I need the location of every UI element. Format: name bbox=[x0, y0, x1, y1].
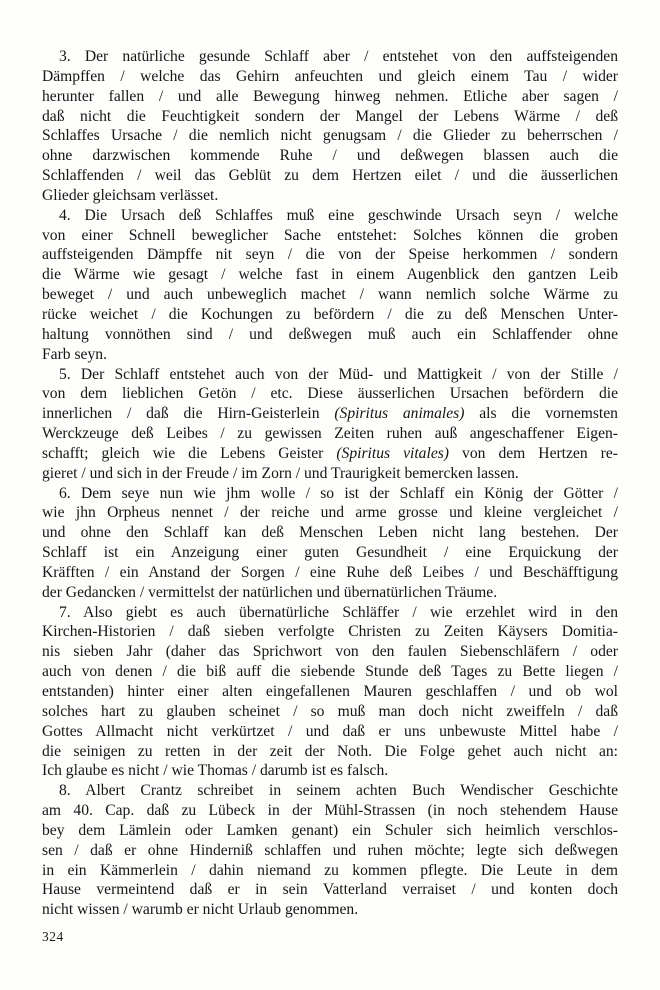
page-number: 324 bbox=[42, 929, 64, 944]
text-segment: Dämpffen / welche das Gehirn anfeuchten und gleich einem Tau / wider bbox=[42, 67, 618, 85]
paragraph bbox=[42, 365, 618, 484]
text-line bbox=[42, 107, 618, 127]
text-segment: die seinigen zu retten in der zeit der Noth. Die Folge gehet auch nicht an: bbox=[42, 742, 618, 760]
text-segment: beweget / und auch unbeweglich machet / wann nemlich solche Wärme zu bbox=[42, 286, 618, 304]
text-segment: auffsteigenden Dämpffe nit seyn / die von der Speise herkommen / sondern bbox=[42, 246, 618, 264]
text-segment: Schlaff ist ein Anzeigung einer guten Gesundheit / eine Erquickung der bbox=[42, 544, 618, 562]
text-line bbox=[42, 206, 618, 226]
text-line bbox=[42, 841, 618, 861]
text-segment: gieret / und sich in der Freude / im Zorn / und Traurigkeit bemercken lassen. bbox=[42, 464, 519, 482]
text-line bbox=[42, 622, 618, 642]
text-line bbox=[42, 305, 618, 325]
text-line bbox=[42, 583, 618, 603]
text-line bbox=[42, 87, 618, 107]
text-line bbox=[42, 47, 618, 67]
text-line bbox=[42, 722, 618, 742]
text-line bbox=[42, 226, 618, 246]
text-line bbox=[42, 186, 618, 206]
text-line bbox=[42, 126, 618, 146]
paragraph bbox=[42, 206, 618, 365]
text-line bbox=[42, 543, 618, 563]
text-segment: von einer Schnell beweglicher Sache entstehet: Solches können die groben bbox=[42, 226, 618, 244]
text-segment: Schlaffenden / weil das Geblüt zu dem Hertzen eilet / und die äusserlichen bbox=[42, 167, 618, 185]
text-line bbox=[42, 523, 618, 543]
text-segment: daß nicht die Feuchtigkeit sondern der Mangel der Lebens Wärme / deß bbox=[42, 107, 618, 125]
text-segment: 6. Dem seye nun wie jhm wolle / so ist der Schlaff ein König der Götter / bbox=[59, 484, 618, 502]
text-segment: herunter fallen / und alle Bewegung hinweg nehmen. Etliche aber sagen / bbox=[42, 87, 618, 105]
text-block bbox=[42, 47, 618, 920]
text-segment: von dem Hertzen re- bbox=[449, 444, 618, 462]
text-line bbox=[42, 444, 618, 464]
text-line bbox=[42, 662, 618, 682]
text-line bbox=[42, 821, 618, 841]
text-line bbox=[42, 861, 618, 881]
text-line bbox=[42, 563, 618, 583]
text-line bbox=[42, 325, 618, 345]
text-segment: und ohne den Schlaff kan deß Menschen Leben nicht lang bestehen. Der bbox=[42, 524, 618, 542]
text-segment: Schlaffes Ursache / die nemlich nicht genugsam / die Glieder zu beherrschen / bbox=[42, 127, 618, 145]
text-segment: nicht wissen / warumb er nicht Urlaub genommen. bbox=[42, 901, 359, 919]
text-line bbox=[42, 742, 618, 762]
text-segment: von dem lieblichen Getön / etc. Diese äusserlichen Ursachen befördern die bbox=[42, 385, 618, 403]
text-line bbox=[42, 404, 618, 424]
text-segment: Farb seyn. bbox=[42, 345, 107, 363]
text-segment: Gottes Allmacht nicht verkürtzet / und daß er uns unbewuste Mittel habe / bbox=[42, 722, 618, 740]
text-line bbox=[42, 880, 618, 900]
text-segment: haltung vonnöthen sind / und deßwegen muß auch ein Schlaffender ohne bbox=[42, 325, 618, 343]
text-line bbox=[42, 603, 618, 623]
text-segment: schafft; gleich wie die Lebens Geister bbox=[42, 444, 337, 462]
text-segment: 8. Albert Crantz schreibet in seinem achten Buch Wendischer Geschichte bbox=[59, 782, 618, 800]
text-segment: innerlichen / daß die Hirn-Geisterlein bbox=[42, 405, 335, 423]
text-line bbox=[42, 781, 618, 801]
text-line bbox=[42, 484, 618, 504]
text-segment: ohne darzwischen kommende Ruhe / und deßwegen blassen auch die bbox=[42, 147, 618, 165]
text-segment: Hause vermeintend daß er in sein Vatterland verraiset / und konten doch bbox=[42, 881, 618, 899]
text-segment: auch von denen / die biß auff die siebende Stunde deß Tages zu Bette liegen / bbox=[42, 663, 618, 681]
text-segment: entstanden) hinter einer alten eingefallenen Mauren geschlaffen / und ob wol bbox=[42, 683, 618, 700]
text-line bbox=[42, 285, 618, 305]
text-line bbox=[42, 503, 618, 523]
paragraph bbox=[42, 484, 618, 603]
paragraph bbox=[42, 47, 618, 206]
text-segment: nis sieben Jahr (daher das Sprichwort von den faulen Siebenschläfern / oder bbox=[42, 643, 618, 661]
latin-italic-phrase: (Spiritus animales) bbox=[334, 405, 465, 423]
text-segment: Kirchen-Historien / daß sieben verfolgte Christen zu Zeiten Käysers Domitia- bbox=[42, 623, 618, 641]
text-segment: Werckzeuge deß Leibes / zu gewissen Zeiten ruhen auß angeschaffener Eigen- bbox=[42, 425, 618, 443]
text-line bbox=[42, 424, 618, 444]
text-segment: als die vornemsten bbox=[464, 405, 618, 423]
text-line bbox=[42, 67, 618, 87]
text-segment: sen / daß er ohne Hinderniß schlaffen und ruhen möchte; legte sich deßwegen bbox=[42, 841, 618, 859]
text-segment: rücke weichet / die Kochungen zu befördern / die zu deß Menschen Unter- bbox=[42, 305, 618, 323]
paragraph bbox=[42, 781, 618, 920]
text-segment: solches hart zu glauben scheinet / so muß man doch nicht zweiffeln / daß bbox=[42, 702, 618, 720]
text-line bbox=[42, 900, 618, 920]
text-line bbox=[42, 801, 618, 821]
text-segment: am 40. Cap. daß zu Lübeck in der Mühl-Strassen (in noch stehendem Hause bbox=[42, 802, 618, 820]
text-line bbox=[42, 384, 618, 404]
text-segment: Glieder gleichsam verlässet. bbox=[42, 186, 219, 204]
text-line bbox=[42, 345, 618, 365]
text-line bbox=[42, 365, 618, 385]
text-line bbox=[42, 265, 618, 285]
latin-italic-phrase: (Spiritus vitales) bbox=[336, 444, 449, 462]
text-line bbox=[42, 464, 618, 484]
text-segment: 3. Der natürliche gesunde Schlaff aber / entstehet von den auffsteigenden bbox=[59, 48, 618, 65]
text-segment: Ich glaube es nicht / wie Thomas / darumb ist es falsch. bbox=[42, 762, 389, 780]
text-line bbox=[42, 761, 618, 781]
text-line bbox=[42, 245, 618, 265]
text-segment: Kräfften / ein Anstand der Sorgen / eine Ruhe deß Leibes / und Beschäfftigung bbox=[42, 563, 618, 581]
text-segment: 5. Der Schlaff entstehet auch von der Müd- und Mattigkeit / von der Stille / bbox=[59, 365, 618, 383]
text-line bbox=[42, 702, 618, 722]
text-segment: 4. Die Ursach deß Schlaffes muß eine geschwinde Ursach seyn / welche bbox=[59, 206, 618, 224]
text-segment: bey dem Lämlein oder Lamken genant) ein Schuler sich heimlich verschlos- bbox=[42, 821, 618, 839]
text-segment: wie jhn Orpheus nennet / der reiche und arme grosse und kleine vergleichet / bbox=[42, 504, 618, 522]
text-line bbox=[42, 166, 618, 186]
text-line bbox=[42, 642, 618, 662]
text-segment: die Wärme wie gesagt / welche fast in einem Augenblick den gantzen Leib bbox=[42, 266, 618, 284]
text-segment: 7. Also giebt es auch übernatürliche Schläffer / wie erzehlet wird in den bbox=[59, 603, 618, 621]
text-segment: der Gedancken / vermittelst der natürlichen und übernatürlichen Träume. bbox=[42, 583, 498, 601]
text-line bbox=[42, 146, 618, 166]
text-segment: in ein Kämmerlein / dahin niemand zu kommen pflegte. Die Leute in dem bbox=[42, 861, 618, 879]
paragraph bbox=[42, 603, 618, 782]
text-line bbox=[42, 682, 618, 702]
